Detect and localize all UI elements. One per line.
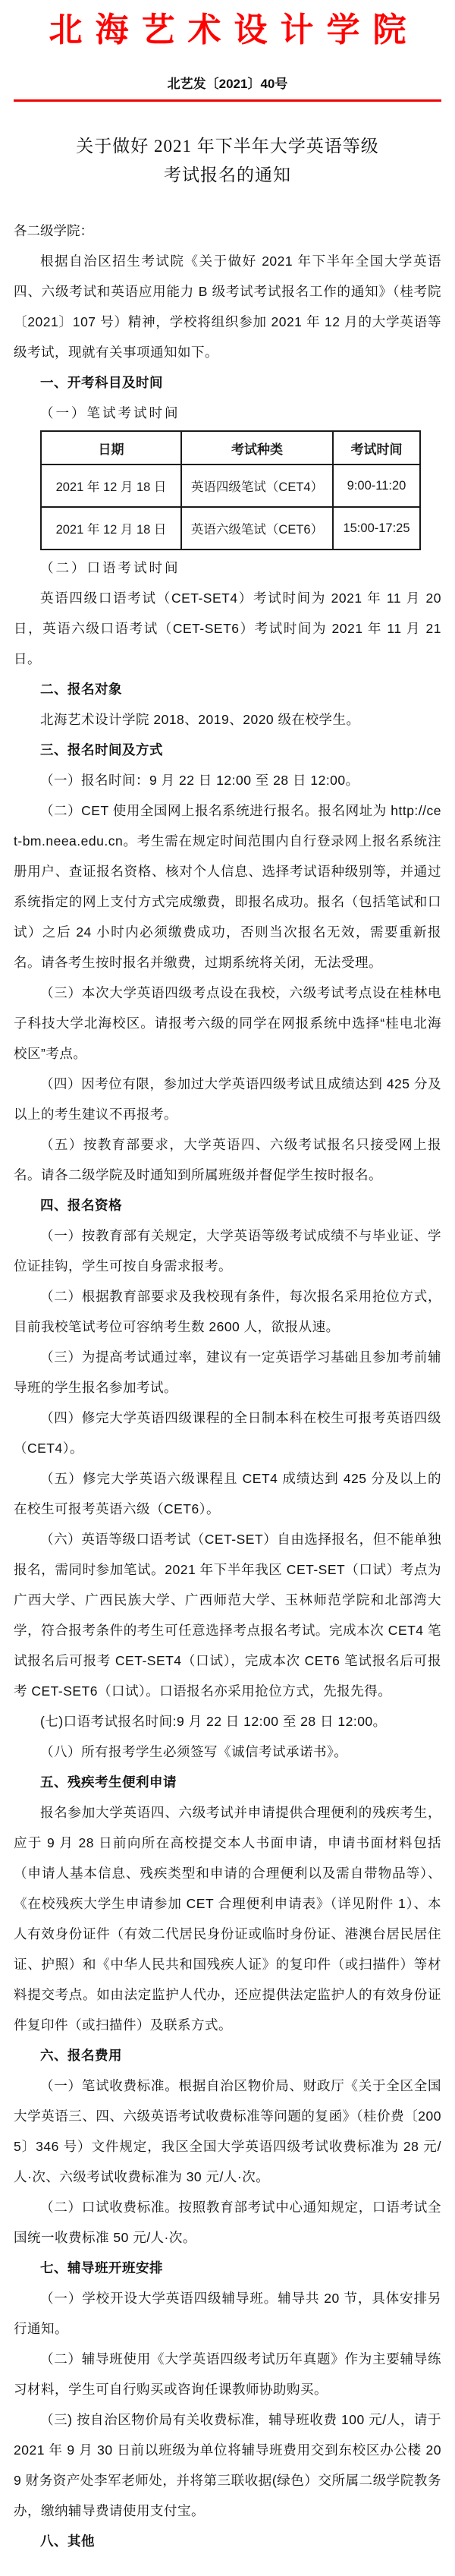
subsection-heading-oral-time: （二）口语考试时间: [40, 560, 180, 575]
notice-title: [14, 132, 441, 190]
table-row-cet4: [41, 464, 420, 507]
paragraph-intro: 根据自治区招生考试院《关于做好 2021 年下半年全国大学英语四、六级考试和英语应用能力 B 级考试考试报名工作的通知》（桂考院〔2021〕107 号）精神，学校将组织参加 2021 年 12 月的大学英语等级考试，现就有关事项通知如下。: [14, 254, 441, 360]
table-cell-exam-time: 9:00-11:20: [333, 464, 420, 507]
written-exam-schedule-table: [40, 430, 421, 550]
paragraph-4-4: （四）修完大学英语四级课程的全日制本科在校生可报考英语四级（CET4）。: [14, 1410, 441, 1456]
subsection-heading-written-time: （一）笔试考试时间: [40, 405, 180, 420]
table-cell-date: 2021 年 12 月 18 日: [41, 464, 181, 507]
paragraph-7-2: （二）辅导班使用《大学英语四级考试历年真题》作为主要辅导练习材料，学生可自行购买或咨询任课教师协助购买。: [14, 2351, 441, 2397]
paragraph-3-5: （五）按教育部要求，大学英语四、六级考试报名只接受网上报名。请各二级学院及时通知到所属班级并督促学生按时报名。: [14, 1137, 441, 1183]
table-cell-date: 2021 年 12 月 18 日: [41, 507, 181, 550]
section-heading-7: 七、辅导班开班安排: [40, 2260, 163, 2275]
table-header-date: 日期: [41, 431, 181, 464]
notice-title-line2: 考试报名的通知: [164, 165, 291, 184]
paragraph-eligible-students: 北海艺术设计学院 2018、2019、2020 级在校学生。: [40, 712, 360, 727]
paragraph-oral-time: 英语四级口语考试（CET-SET4）考试时间为 2021 年 11 月 20 日，英语六级口语考试（CET-SET6）考试时间为 2021 年 11 月 21 日。: [14, 590, 441, 666]
paragraph-4-8: （八）所有报考学生必须签写《诚信考试承诺书》。: [40, 1744, 348, 1759]
paragraph-3-1: （一）报名时间：9 月 22 日 12:00 至 28 日 12:00。: [40, 773, 359, 788]
paragraph-4-7: (七)口语考试报名时间:9 月 22 日 12:00 至 28 日 12:00。: [40, 1714, 387, 1729]
paragraph-3-2: （二）CET 使用全国网上报名系统进行报名。报名网址为 http://cet-bm.neea.edu.cn。考生需在规定时间范围内自行登录网上报名系统注册用户、查证报名资格、核对个人信息、选择考试语种级别等，并通过系统指定的网上支付方式完成缴费，即报名成功。报名（包括笔试和口试）之后 24 小时内必须缴费成功，否则当次报名无效，需要重新报名。请各考生按时报名并缴费，过期系统将关闭，无法受理。: [14, 803, 441, 970]
table-cell-exam-time: 15:00-17:25: [333, 507, 420, 550]
salutation: 各二级学院：: [14, 223, 93, 238]
paragraph-disability: 报名参加大学英语四、六级考试并申请提供合理便利的残疾考生，应于 9 月 28 日前向所在高校提交本人书面申请，申请书面材料包括（申请人基本信息、残疾类型和申请的合理便利以及需自带物品等）、《在校残疾大学生申请参加 CET 合理便利申请表》（详见附件 1）、本人有效身份证件（有效二代居民身份证或临时身份证、港澳台居民居住证、护照）和《中华人民共和国残疾人证》的复印件（或扫描件）等材料提交考点。如由法定监护人代办，还应提供法定监护人的有效身份证件复印件（或扫描件）及联系方式。: [14, 1805, 441, 2033]
section-heading-3: 三、报名时间及方式: [40, 742, 163, 757]
section-heading-4: 四、报名资格: [40, 1198, 122, 1213]
paragraph-3-3: （三）本次大学英语四级考点设在我校，六级考试考点设在桂林电子科技大学北海校区。请报考六级的同学在网报系统中选择“桂电北海校区”考点。: [14, 985, 441, 1061]
paragraph-7-3: （三) 按自治区物价局有关收费标准，辅导班收费 100 元/人，请于 2021 年 9 月 30 日前以班级为单位将辅导班费用交到东校区办公楼 209 财务资产处李军老师处，并将第三联收据(绿色）交所属二级学院教务办，缴纳辅导费请使用支付宝。: [14, 2412, 441, 2518]
written-exam-schedule: [40, 430, 441, 550]
school-name: 北海艺术设计学院: [49, 11, 419, 49]
section-heading-8: 八、其他: [40, 2533, 95, 2549]
paragraph-7-1: （一）学校开设大学英语四级辅导班。辅导共 20 节，具体安排另行通知。: [14, 2291, 441, 2336]
table-cell-exam-type: 英语四级笔试（CET4）: [181, 464, 333, 507]
section-heading-5: 五、残疾考生便利申请: [40, 1775, 177, 1790]
section-heading-2: 二、报名对象: [40, 682, 122, 697]
table-row-cet6: [41, 507, 420, 550]
paragraph-4-1: （一）按教育部有关规定，大学英语等级考试成绩不与毕业证、学位证挂钩，学生可按自身需求报考。: [14, 1228, 441, 1274]
table-header-exam-type: 考试种类: [181, 431, 333, 464]
table-cell-exam-type: 英语六级笔试（CET6）: [181, 507, 333, 550]
doc-number: 北艺发〔2021〕40号: [167, 77, 288, 91]
paragraph-4-2: （二）根据教育部要求及我校现有条件，每次报名采用抢位方式，目前我校笔试考位可容纳考生数 2600 人，欲报从速。: [14, 1289, 441, 1334]
paragraph-6-1: （一）笔试收费标准。根据自治区物价局、财政厅《关于全区全国大学英语三、四、六级英语考试收费标准等问题的复函》（桂价费〔2005〕346 号）文件规定，我区全国大学英语四级考试收费标准为 28 元/人·次、六级考试收费标准为 30 元/人·次。: [14, 2078, 441, 2184]
table-header-row: [41, 431, 420, 464]
paragraph-4-6: （六）英语等级口语考试（CET-SET）自由选择报名，但不能单独报名，需同时参加笔试。2021 年下半年我区 CET-SET（口试）考点为广西大学、广西民族大学、广西师范大学、玉林师范学院和北部湾大学，符合报考条件的考生可任意选择考点报名考试。完成本次 CET4 笔试报名后可报考 CET-SET4（口试），完成本次 CET6 笔试报名后可报考 CET-SET6（口试）。口语报名亦采用抢位方式，先报先得。: [14, 1532, 441, 1699]
paragraph-6-2: （二）口试收费标准。按照教育部考试中心通知规定，口语考试全国统一收费标准 50 元/人·次。: [14, 2200, 441, 2245]
paragraph-4-3: （三）为提高考试通过率，建议有一定英语学习基础且参加考前辅导班的学生报名参加考试。: [14, 1349, 441, 1395]
section-heading-6: 六、报名费用: [40, 2048, 122, 2063]
section-heading-1: 一、开考科目及时间: [40, 375, 163, 390]
header-divider: [14, 99, 441, 102]
table-header-exam-time: 考试时间: [333, 431, 420, 464]
paragraph-4-5: （五）修完大学英语六级课程且 CET4 成绩达到 425 分及以上的在校生可报考英语六级（CET6）。: [14, 1471, 441, 1516]
paragraph-3-4: （四）因考位有限，参加过大学英语四级考试且成绩达到 425 分及以上的考生建议不再报考。: [14, 1076, 441, 1122]
notice-title-line1: 关于做好 2021 年下半年大学英语等级: [76, 137, 379, 156]
